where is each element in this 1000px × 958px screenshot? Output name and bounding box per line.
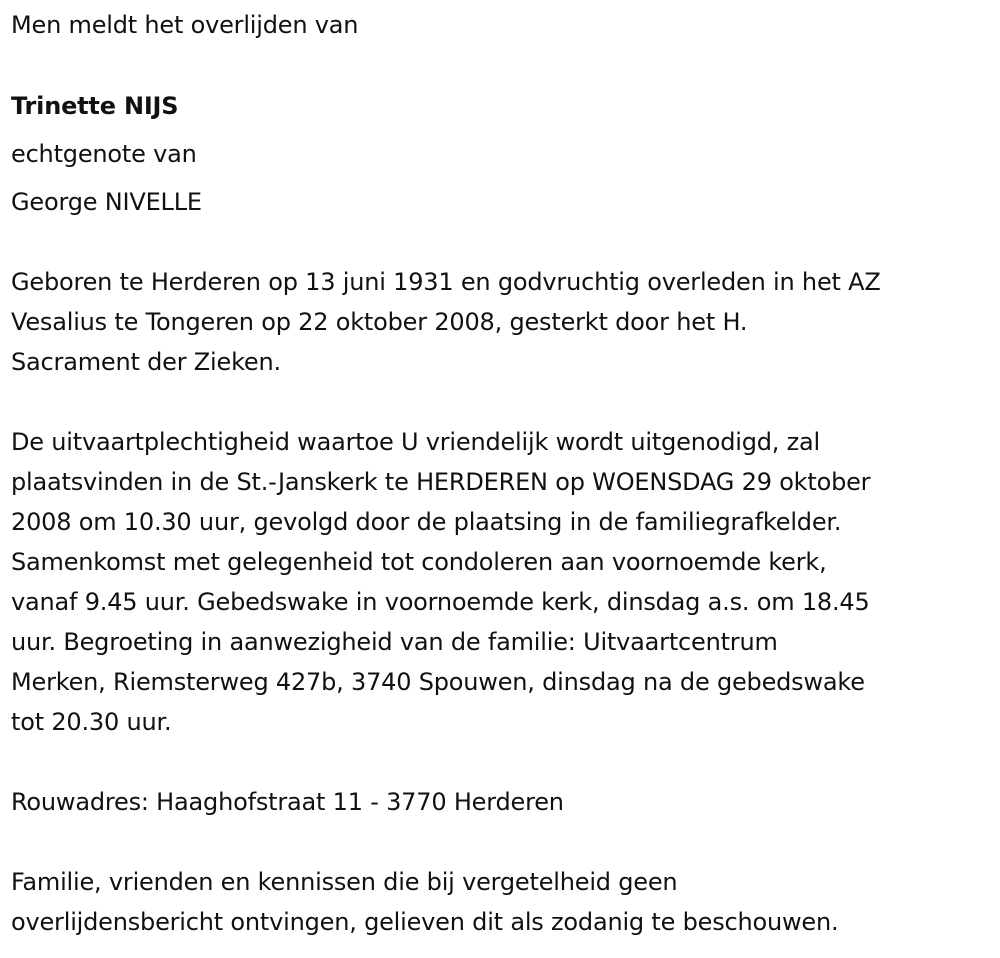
paragraph-line: tot 20.30 uur.: [11, 708, 172, 736]
paragraph-line: plaatsvinden in de St.-Janskerk te HERDEREN op WOENSDAG 29 oktober: [11, 468, 871, 496]
paragraph-line: vanaf 9.45 uur. Gebedswake in voornoemde kerk, dinsdag a.s. om 18.45: [11, 588, 870, 616]
paragraph-line: uur. Begroeting in aanwezigheid van de familie: Uitvaartcentrum: [11, 628, 778, 656]
mourning-address: Rouwadres: Haaghofstraat 11 - 3770 Herderen: [11, 788, 564, 816]
paragraph-line: Geboren te Herderen op 13 juni 1931 en godvruchtig overleden in het AZ: [11, 268, 881, 296]
paragraph-line: overlijdensbericht ontvingen, gelieven dit als zodanig te beschouwen.: [11, 908, 839, 936]
paragraph-line: Merken, Riemsterweg 427b, 3740 Spouwen, dinsdag na de gebedswake: [11, 668, 865, 696]
paragraph-line: Familie, vrienden en kennissen die bij vergetelheid geen: [11, 868, 678, 896]
paragraph-line: Sacrament der Zieken.: [11, 348, 281, 376]
spouse-name: George NIVELLE: [11, 188, 202, 216]
paragraph-line: De uitvaartplechtigheid waartoe U vriendelijk wordt uitgenodigd, zal: [11, 428, 821, 456]
paragraph-line: Vesalius te Tongeren op 22 oktober 2008, gesterkt door het H.: [11, 308, 748, 336]
intro-text: Men meldt het overlijden van: [11, 11, 359, 39]
deceased-name: Trinette NIJS: [11, 92, 179, 120]
relation-text: echtgenote van: [11, 140, 197, 168]
paragraph-line: Samenkomst met gelegenheid tot condoleren aan voornoemde kerk,: [11, 548, 827, 576]
paragraph-line: 2008 om 10.30 uur, gevolgd door de plaatsing in de familiegrafkelder.: [11, 508, 842, 536]
